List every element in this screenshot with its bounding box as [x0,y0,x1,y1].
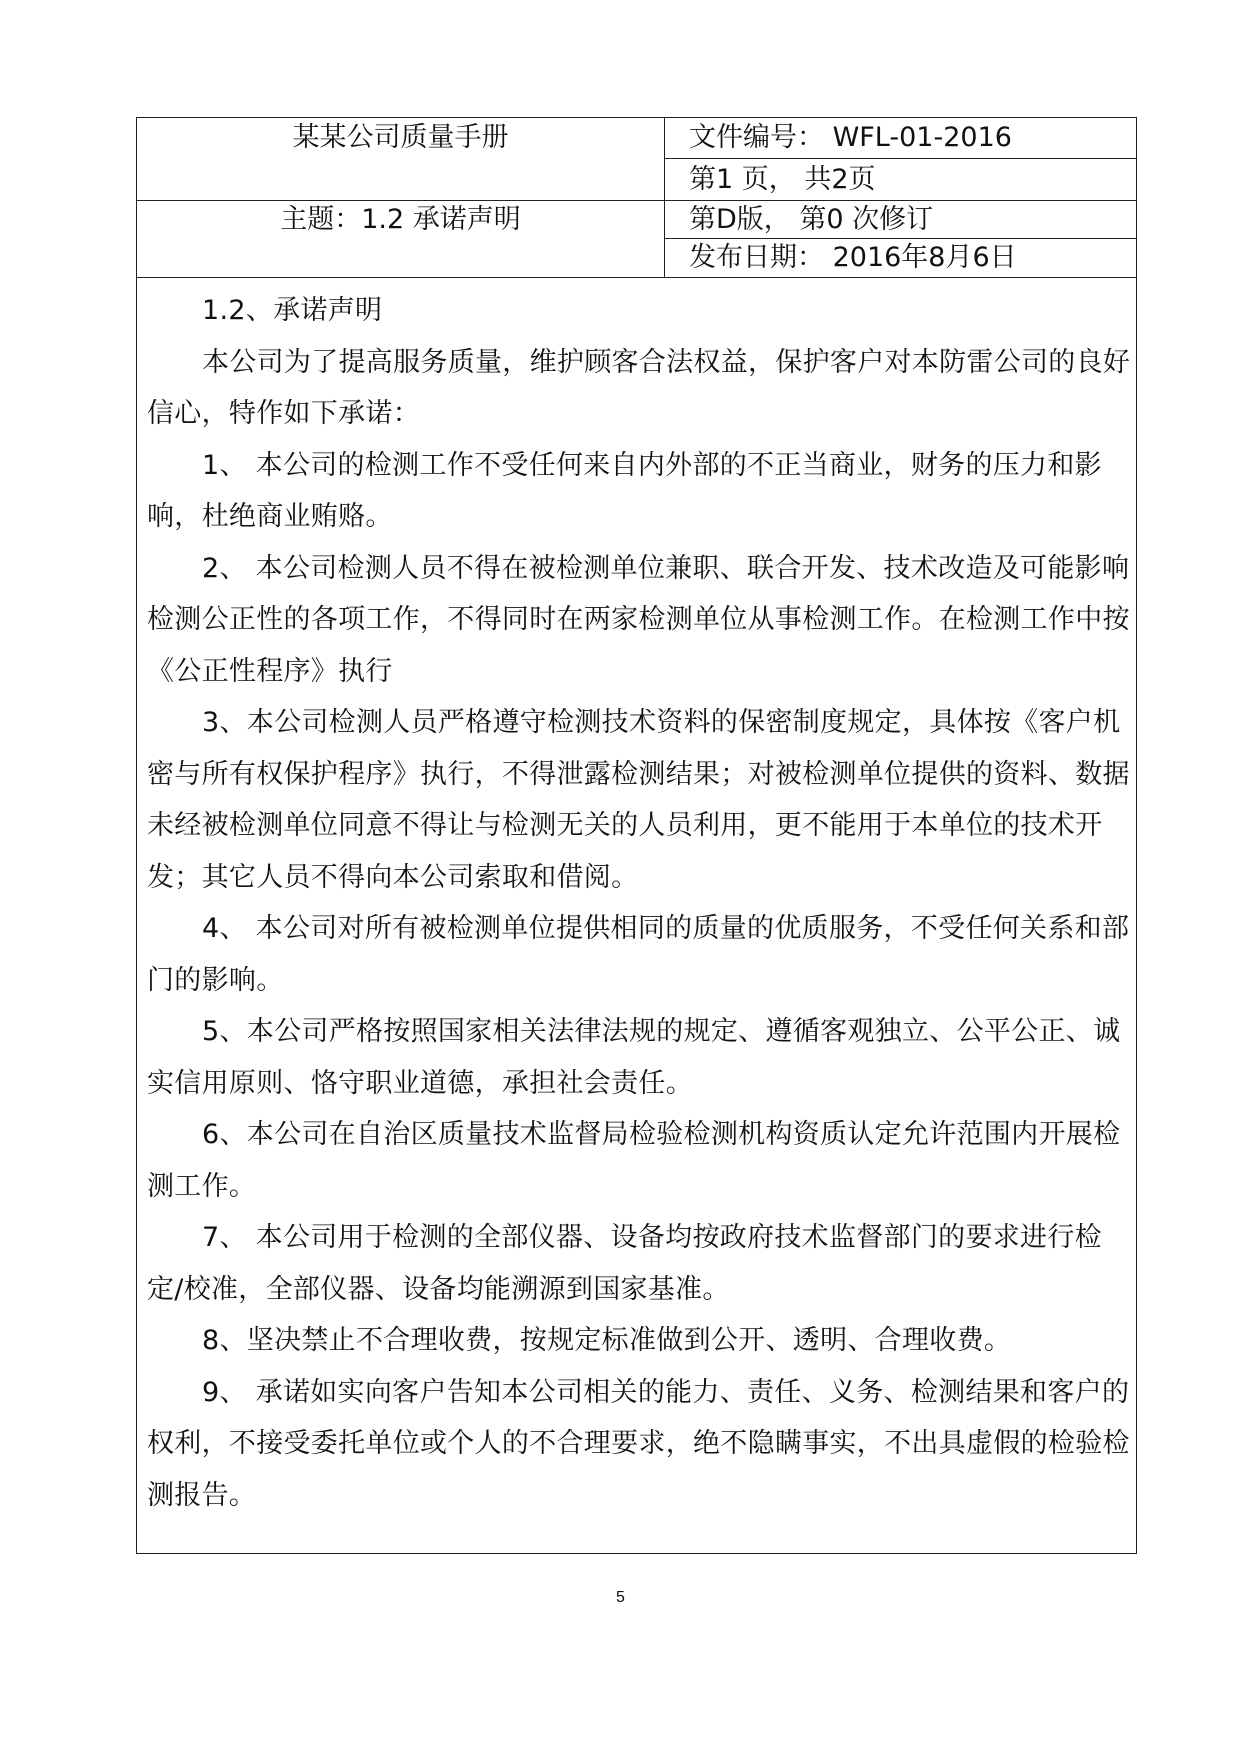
section-title: 1.2、承诺声明 [202,295,383,326]
page-info: 第1 页， 共2页 [689,164,876,195]
release-date: 发布日期： 2016年8月6日 [689,242,1017,273]
document-body [147,285,1137,1521]
subject-title: 主题：1.2 承诺声明 [280,204,521,235]
header-divider-right-top [664,158,1136,159]
paragraph-item-9: 9、 承诺如实向客户告知本公司相关的能力、责任、义务、检测结果和客户的权利，不接受委托单位或个人的不合理要求，绝不隐瞒事实，不出具虚假的检验检测报告。 [147,1376,1130,1511]
document-frame [136,117,1137,1554]
paragraph-item-2: 2、 本公司检测人员不得在被检测单位兼职、联合开发、技术改造及可能影响检测公正性的各项工作，不得同时在两家检测单位从事检测工作。在检测工作中按《公正性程序》执行 [147,552,1130,687]
company-manual-title: 某某公司质量手册 [292,122,509,153]
paragraph-item-7: 7、 本公司用于检测的全部仪器、设备均按政府技术监督部门的要求进行检定/校准，全部仪器、设备均能溯源到国家基准。 [147,1222,1102,1305]
paragraph-item-3: 3、本公司检测人员严格遵守检测技术资料的保密制度规定，具体按《客户机密与所有权保护程序》执行，不得泄露检测结果；对被检测单位提供的资料、数据未经被检测单位同意不得让与检测无关的人员利用，更不能用于本单位的技术开发；其它人员不得向本公司索取和借阅。 [147,707,1130,893]
version-info: 第D版， 第0 次修订 [689,204,934,235]
paragraph-item-4: 4、 本公司对所有被检测单位提供相同的质量的优质服务，不受任何关系和部门的影响。 [147,913,1130,996]
paragraph-item-6: 6、本公司在自治区质量技术监督局检验检测机构资质认定允许范围内开展检测工作。 [147,1119,1121,1202]
header-divider-vertical [664,118,665,277]
paragraph-item-1: 1、 本公司的检测工作不受任何来自内外部的不正当商业，财务的压力和影响，杜绝商业贿赂。 [147,449,1102,532]
doc-number: 文件编号： WFL-01-2016 [689,122,1012,153]
page-number: 5 [616,1589,625,1606]
header-table [137,118,1136,278]
paragraph-item-5: 5、本公司严格按照国家相关法律法规的规定、遵循客观独立、公平公正、诚实信用原则、恪守职业道德，承担社会责任。 [147,1016,1121,1099]
paragraph-item-8: 8、坚决禁止不合理收费，按规定标准做到公开、透明、合理收费。 [202,1325,1012,1356]
paragraph-intro: 本公司为了提高服务质量，维护顾客合法权益，保护客户对本防雷公司的良好信心，特作如下承诺： [147,346,1131,429]
